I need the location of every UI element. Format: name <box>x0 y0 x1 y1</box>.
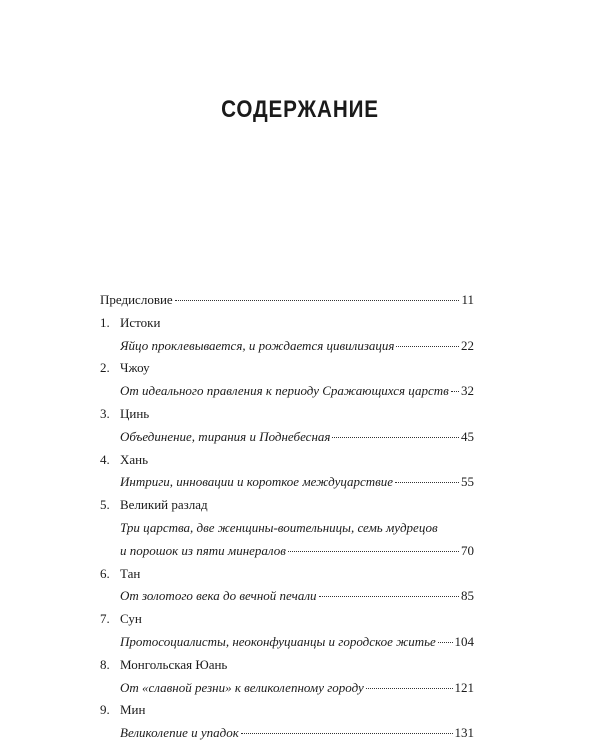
chapter-title: Истоки <box>120 314 161 330</box>
dot-leader <box>438 642 453 643</box>
page-number: 11 <box>461 292 474 307</box>
chapter-number: 9. <box>100 702 110 718</box>
toc-entry-label: Предисловие <box>100 292 173 307</box>
chapter-subtitle-row <box>100 540 474 563</box>
chapter-subtitle-row <box>100 631 474 654</box>
chapter-subtitle: От золотого века до вечной печали <box>120 588 317 604</box>
chapter-number: 4. <box>100 451 110 467</box>
chapter-title: Великий разлад <box>120 497 208 513</box>
page-number: 131 <box>454 725 474 741</box>
chapter-number: 6. <box>100 565 110 581</box>
page-title: СОДЕРЖАНИЕ <box>221 96 379 123</box>
chapter-title: Цинь <box>120 405 150 421</box>
page-number: 104 <box>454 633 474 649</box>
chapter-title: Мин <box>120 702 146 718</box>
page-number: 32 <box>461 383 474 399</box>
chapter-number: 2. <box>100 360 110 376</box>
chapter-number: 7. <box>100 611 110 627</box>
table-of-contents <box>100 289 474 745</box>
chapter-subtitle-row <box>100 380 474 403</box>
chapter-subtitle: От идеального правления к периоду Сражающихся царств <box>120 383 449 399</box>
chapter-subtitle-line1: Три царства, две женщины-воительницы, семь мудрецов <box>120 519 438 535</box>
chapter-heading <box>100 563 474 586</box>
toc-entry-preface <box>100 289 474 312</box>
dot-leader <box>319 596 460 597</box>
dot-leader <box>396 346 459 347</box>
page-number: 45 <box>461 428 474 444</box>
chapter-subtitle: Объединение, тирания и Поднебесная <box>120 428 331 444</box>
dot-leader <box>241 733 453 734</box>
chapter-number: 3. <box>100 405 110 421</box>
chapter-heading <box>100 699 474 722</box>
chapter-heading <box>100 654 474 677</box>
chapter-number: 8. <box>100 656 110 672</box>
chapter-subtitle-row <box>100 585 474 608</box>
chapter-subtitle-row <box>100 517 474 540</box>
page-number: 22 <box>461 337 474 353</box>
chapter-subtitle: Интриги, инновации и короткое междуцарствие <box>120 474 394 490</box>
chapter-subtitle-row <box>100 471 474 494</box>
chapter-title: Хань <box>120 451 149 467</box>
chapter-title: Чжоу <box>120 360 150 376</box>
page-number: 55 <box>461 474 474 490</box>
chapter-subtitle-row <box>100 677 474 700</box>
chapter-number: 1. <box>100 314 110 330</box>
page-number: 121 <box>454 679 474 695</box>
page-number: 70 <box>461 542 474 558</box>
dot-leader <box>332 437 459 438</box>
chapter-subtitle: Яйцо проклевывается, и рождается цивилизация <box>120 337 395 353</box>
chapter-subtitle: От «славной резни» к великолепному городу <box>120 679 364 695</box>
chapter-subtitle-row <box>100 722 474 745</box>
chapter-heading <box>100 449 474 472</box>
chapter-subtitle-row <box>100 426 474 449</box>
chapter-heading <box>100 357 474 380</box>
chapter-subtitle-row <box>100 335 474 358</box>
chapter-title: Сун <box>120 611 142 627</box>
dot-leader <box>175 300 460 301</box>
dot-leader <box>288 551 459 552</box>
chapter-number: 5. <box>100 497 110 513</box>
chapter-heading <box>100 608 474 631</box>
chapter-subtitle: и порошок из пяти минералов <box>120 542 286 558</box>
chapter-heading <box>100 312 474 335</box>
dot-leader <box>451 391 459 392</box>
chapter-heading <box>100 494 474 517</box>
chapter-subtitle: Протосоциалисты, неоконфуцианцы и городское житье <box>120 633 436 649</box>
chapter-title: Монгольская Юань <box>120 656 228 672</box>
dot-leader <box>395 482 459 483</box>
chapter-subtitle: Великолепие и упадок <box>120 725 239 741</box>
page-number: 85 <box>461 588 474 604</box>
chapter-heading <box>100 403 474 426</box>
dot-leader <box>366 688 453 689</box>
chapter-title: Тан <box>120 565 141 581</box>
